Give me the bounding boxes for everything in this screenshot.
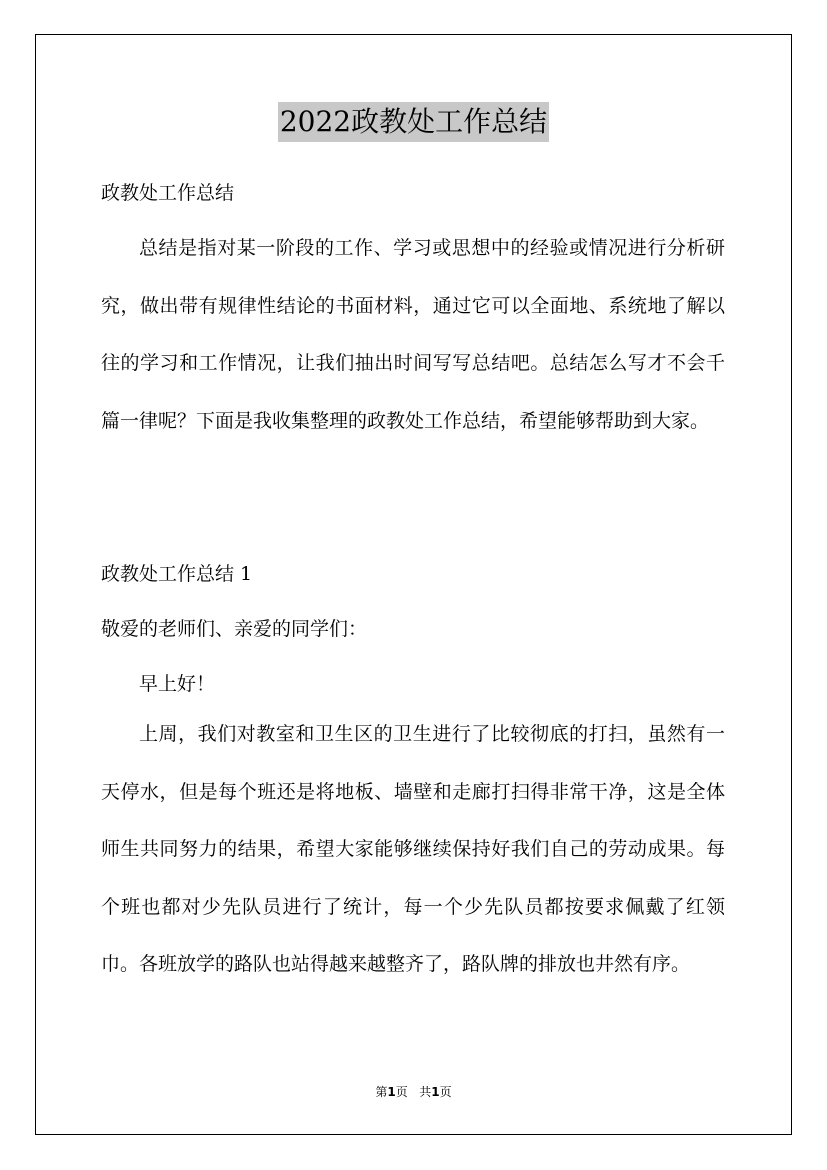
total-suffix: 页 — [439, 1085, 452, 1099]
document-title: 2022政教处工作总结 — [278, 102, 549, 142]
title-container — [0, 102, 827, 142]
page-prefix: 第 — [375, 1085, 388, 1099]
total-prefix: 共 — [419, 1085, 432, 1099]
body-paragraph: 上周，我们对教室和卫生区的卫生进行了比较彻底的打扫，虽然有一天停水，但是每个班还是将地板、墙壁和走廊打扫得非常干净，这是全体师生共同努力的结果，希望大家能够继续保持好我们自己的劳动成果。每个班也都对少先队员进行了统计，每一个少先队员都按要求佩戴了红领巾。各班放学的路队也站得越来越整齐了，路队牌的排放也井然有序。 — [101, 723, 725, 975]
page-footer — [0, 1084, 827, 1100]
section-heading: 政教处工作总结 1 — [101, 563, 253, 585]
total-number: 1 — [431, 1085, 440, 1099]
document-subtitle: 政教处工作总结 — [101, 182, 235, 204]
intro-paragraph: 总结是指对某一阶段的工作、学习或思想中的经验或情况进行分析研究，做出带有规律性结论的书面材料，通过它可以全面地、系统地了解以往的学习和工作情况，让我们抽出时间写写总结吧。总结怎么写才不会千篇一律呢？下面是我收集整理的政教处工作总结，希望能够帮助到大家。 — [101, 237, 725, 432]
page-suffix: 页 — [395, 1085, 408, 1099]
greeting: 早上好！ — [139, 673, 216, 695]
salutation: 敬爱的老师们、亲爱的同学们： — [101, 618, 368, 640]
page-number: 1 — [387, 1085, 396, 1099]
